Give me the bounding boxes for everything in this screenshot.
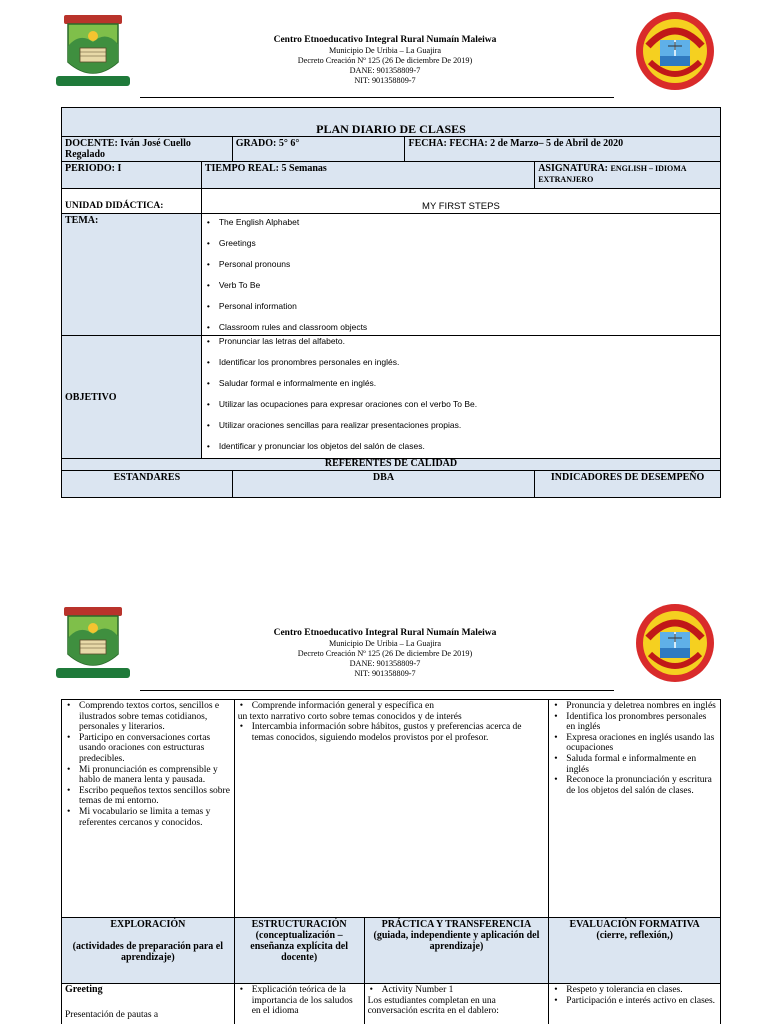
- asignatura-cell: [535, 162, 721, 189]
- nit-code: NIT: 901358809-7: [354, 669, 416, 678]
- dba-continuation: un texto narrativo corto sobre temas conocidos y de interés: [237, 711, 462, 722]
- nit-code: NIT: 901358809-7: [354, 76, 416, 85]
- practica-content: [364, 984, 549, 1024]
- exploracion-header: [62, 918, 235, 984]
- list-item: • Mi vocabulario se limita a temas y referentes cercanos y conocidos.: [65, 807, 231, 828]
- class-plan-table: [61, 107, 721, 498]
- asignatura-value: ENGLISH – IDIOMA EXTRANJERO: [538, 164, 687, 184]
- list-item: • Identificar y pronunciar los objetos del salón de clases.: [205, 441, 717, 452]
- header-text-block: [180, 627, 590, 679]
- indicadores-header: INDICADORES DE DESEMPEÑO: [535, 471, 721, 498]
- dba-header: DBA: [232, 471, 534, 498]
- list-item: • Identificar los pronombres personales en inglés.: [205, 357, 717, 368]
- evaluacion-title: EVALUACIÓN FORMATIVA: [569, 919, 700, 930]
- tema-list-cell: [201, 214, 720, 336]
- list-item: • Utilizar las ocupaciones para expresar oraciones con el verbo To Be.: [205, 399, 717, 410]
- list-item: • Pronunciar las letras del alfabeto.: [205, 336, 717, 347]
- list-item: • Saludar formal e informalmente en inglés.: [205, 378, 717, 389]
- indicadores-cell: [549, 700, 721, 918]
- school-crest-left-icon: [50, 12, 136, 92]
- list-item: • Pronuncia y deletrea nombres en inglés: [552, 701, 717, 712]
- estandares-cell: [62, 700, 235, 918]
- estandares-header: ESTANDARES: [62, 471, 233, 498]
- estructuracion-content: [234, 984, 364, 1024]
- unidad-value: MY FIRST STEPS: [201, 189, 720, 214]
- list-item: • The English Alphabet: [205, 217, 717, 228]
- list-item: • Escribo pequeños textos sencillos sobre temas de mi entorno.: [65, 786, 231, 807]
- practica-list: [368, 985, 546, 996]
- decree: Decreto Creación Nº 125 (26 De diciembre De 2019): [297, 56, 473, 65]
- estructuracion-header: [234, 918, 364, 984]
- practica-header: [364, 918, 549, 984]
- greeting-cell: [62, 984, 235, 1024]
- unidad-label: UNIDAD DIDÁCTICA:: [62, 189, 202, 214]
- asignatura-label: ASIGNATURA:: [538, 163, 611, 174]
- tiempo-cell: TIEMPO REAL: 5 Semanas: [201, 162, 534, 189]
- page-header-1: [0, 8, 768, 108]
- dba-cell: [234, 700, 549, 918]
- evaluacion-list: [552, 985, 717, 1006]
- municipality: Municipio De Uribia – La Guajira: [328, 46, 442, 55]
- list-item: • Comprende información general y específica en: [238, 701, 546, 712]
- docente-cell: DOCENTE: Iván José Cuello Regalado: [62, 137, 233, 162]
- school-name: Centro Etnoeducativo Integral Rural Numaín Maleiwa: [273, 628, 497, 638]
- objetivo-list-cell: [201, 336, 720, 459]
- list-item: • Utilizar oraciones sencillas para realizar presentaciones propias.: [205, 420, 717, 431]
- evaluacion-header: [549, 918, 721, 984]
- exploracion-title: EXPLORACIÓN: [110, 919, 186, 930]
- estandares-list: [65, 701, 231, 828]
- list-item: • Participo en conversaciones cortas usando oraciones con estructuras predecibles.: [65, 733, 231, 765]
- list-item: • Personal pronouns: [205, 259, 717, 270]
- school-name: Centro Etnoeducativo Integral Rural Numaín Maleiwa: [273, 35, 497, 45]
- list-item: • Respeto y tolerancia en clases.: [552, 985, 717, 996]
- list-item: • Greetings: [205, 238, 717, 249]
- list-item: • Mi pronunciación es comprensible y hablo de manera lenta y pausada.: [65, 765, 231, 786]
- dba-list: [238, 701, 546, 712]
- estructuracion-subtitle: (conceptualización – enseñanza explícita del docente): [250, 930, 349, 963]
- indicadores-list: [552, 701, 717, 796]
- list-item: • Saluda formal e informalmente en inglés: [552, 754, 717, 775]
- tema-list: [205, 217, 717, 333]
- list-item: • Participación e interés activo en clases.: [552, 996, 717, 1007]
- plan-title: PLAN DIARIO DE CLASES: [62, 108, 721, 137]
- page-header-2: [0, 600, 768, 700]
- practica-title: PRÁCTICA Y TRANSFERENCIA: [381, 919, 532, 930]
- school-crest-left-icon: [50, 604, 136, 684]
- practica-text: Los estudiantes completan en una conversación escrita en el dablero:: [367, 995, 499, 1017]
- header-text-block: [180, 34, 590, 86]
- list-item: • Verb To Be: [205, 280, 717, 291]
- school-crest-right-icon: [634, 602, 716, 684]
- header-rule: [140, 97, 614, 98]
- referentes-header: REFERENTES DE CALIDAD: [62, 459, 721, 471]
- referentes-table: [61, 699, 721, 1024]
- header-rule: [140, 690, 614, 691]
- practica-subtitle: (guiada, independiente y aplicación del aprendizaje): [373, 930, 540, 952]
- evaluacion-subtitle: (cierre, reflexión,): [596, 930, 673, 941]
- list-item: • Identifica los pronombres personales en inglés: [552, 712, 717, 733]
- decree: Decreto Creación Nº 125 (26 De diciembre De 2019): [297, 649, 473, 658]
- exploracion-subtitle: (actividades de preparación para el aprendizaje): [72, 941, 224, 963]
- list-item: • Activity Number 1: [368, 985, 546, 996]
- objetivo-list: [205, 336, 717, 452]
- dane-code: DANE: 901358809-7: [349, 66, 421, 75]
- list-item: • Classroom rules and classroom objects: [205, 322, 717, 333]
- greeting-title: Greeting: [65, 984, 103, 995]
- periodo-cell: PERIODO: I: [62, 162, 202, 189]
- list-item: • Expresa oraciones en inglés usando las ocupaciones: [552, 733, 717, 754]
- estructuracion-title: ESTRUCTURACIÓN: [251, 919, 347, 930]
- school-crest-right-icon: [634, 10, 716, 92]
- municipality: Municipio De Uribia – La Guajira: [328, 639, 442, 648]
- tema-label: TEMA:: [62, 214, 202, 336]
- evaluacion-content: [549, 984, 721, 1024]
- list-item: • Reconoce la pronunciación y escritura de los objetos del salón de clases.: [552, 775, 717, 796]
- list-item: • Intercambia información sobre hábitos, gustos y preferencias acerca de temas conocidos, siguiendo modelos provistos por el profesor.: [238, 722, 546, 743]
- grado-cell: GRADO: 5° 6°: [232, 137, 405, 162]
- list-item: • Comprendo textos cortos, sencillos e ilustrados sobre temas cotidianos, personales y literarios.: [65, 701, 231, 733]
- dane-code: DANE: 901358809-7: [349, 659, 421, 668]
- dba-list-2: [238, 722, 546, 743]
- greeting-text: Presentación de pautas a: [65, 1009, 159, 1020]
- objetivo-label: OBJETIVO: [62, 336, 202, 459]
- estructuracion-list: [238, 985, 361, 1017]
- list-item: • Explicación teórica de la importancia de los saludos en el idioma: [238, 985, 361, 1017]
- fecha-cell: FECHA: FECHA: 2 de Marzo– 5 de Abril de 2020: [405, 137, 721, 162]
- list-item: • Personal information: [205, 301, 717, 312]
